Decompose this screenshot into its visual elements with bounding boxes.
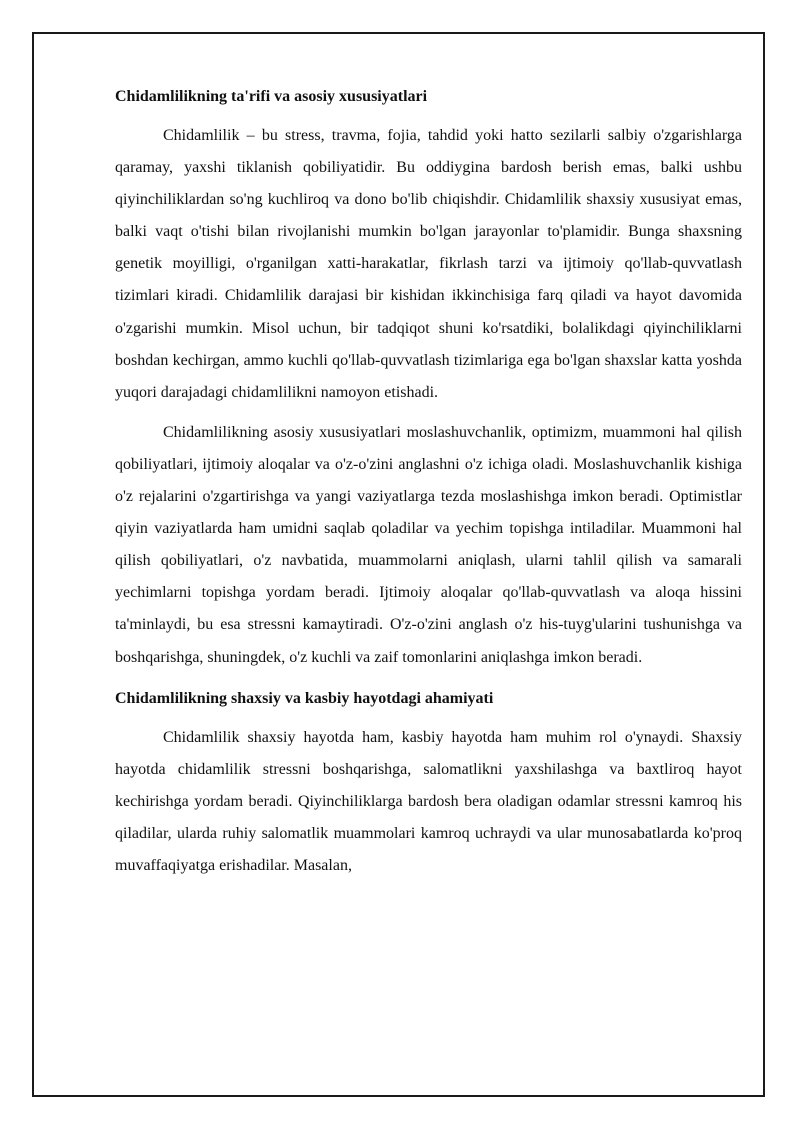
section-heading-importance: Chidamlilikning shaxsiy va kasbiy hayotdagi ahamiyati xyxy=(115,689,494,707)
document-body xyxy=(115,82,742,882)
paragraph-importance: Chidamlilik shaxsiy hayotda ham, kasbiy hayotda ham muhim rol o'ynaydi. Shaxsiy hayotda chidamlilik stressni boshqarishga, salomatlikni yaxshilashga va baxtliroq hayot kechirishga yordam beradi. Qiyinchiliklarga bardosh bera oladigan odamlar stressni kamroq his qiladilar, ularda ruhiy salomatlik muammolari kamroq uchraydi va ular munosabatlarda ko'proq muvaffaqiyatga erishadilar. Masalan, xyxy=(115,728,742,874)
paragraph-characteristics: Chidamlilikning asosiy xususiyatlari moslashuvchanlik, optimizm, muammoni hal qilish qobiliyatlari, ijtimoiy aloqalar va o'z-o'zini anglashni o'z ichiga oladi. Moslashuvchanlik kishiga o'z rejalarini o'zgartirishga va yangi vaziyatlarga tezda moslashishga imkon beradi. Optimistlar qiyin vaziyatlarda ham umidni saqlab qoladilar va yechim topishga intiladilar. Muammoni hal qilish qobiliyatlari, o'z navbatida, muammolarni aniqlash, ularni tahlil qilish va samarali yechimlarni topishga yordam beradi. Ijtimoiy aloqalar qo'llab-quvvatlash va aloqa hissini ta'minlaydi, bu esa stressni kamaytiradi. O'z-o'zini anglash o'z his-tuyg'ularini tushunishga va boshqarishga, shuningdek, o'z kuchli va zaif tomonlarini aniqlashga imkon beradi. xyxy=(115,423,742,666)
section-heading-definition: Chidamlilikning ta'rifi va asosiy xususiyatlari xyxy=(115,88,428,105)
paragraph-definition: Chidamlilik – bu stress, travma, fojia, tahdid yoki hatto sezilarli salbiy o'zgarishlarga qaramay, yaxshi tiklanish qobiliyatidir. Bu oddiygina bardosh berish emas, balki ushbu qiyinchiliklardan so'ng kuchliroq va dono bo'lib chiqishdir. Chidamlilik shaxsiy xususiyat emas, balki vaqt o'tishi bilan rivojlanishi mumkin bo'lgan jarayonlar to'plamidir. Bunga shaxsning genetik moyilligi, o'rganilgan xatti-harakatlar, fikrlash tarzi va ijtimoiy qo'llab-quvvatlash tizimlari kiradi. Chidamlilik darajasi bir kishidan ikkinchisiga farq qiladi va hayot davomida o'zgarishi mumkin. Misol uchun, bir tadqiqot shuni ko'rsatdiki, bolalikdagi qiyinchiliklarni boshdan kechirgan, ammo kuchli qo'llab-quvvatlash tizimlariga ega bo'lgan shaxslar katta yoshda yuqori darajadagi chidamlilikni namoyon etishadi. xyxy=(115,127,742,401)
